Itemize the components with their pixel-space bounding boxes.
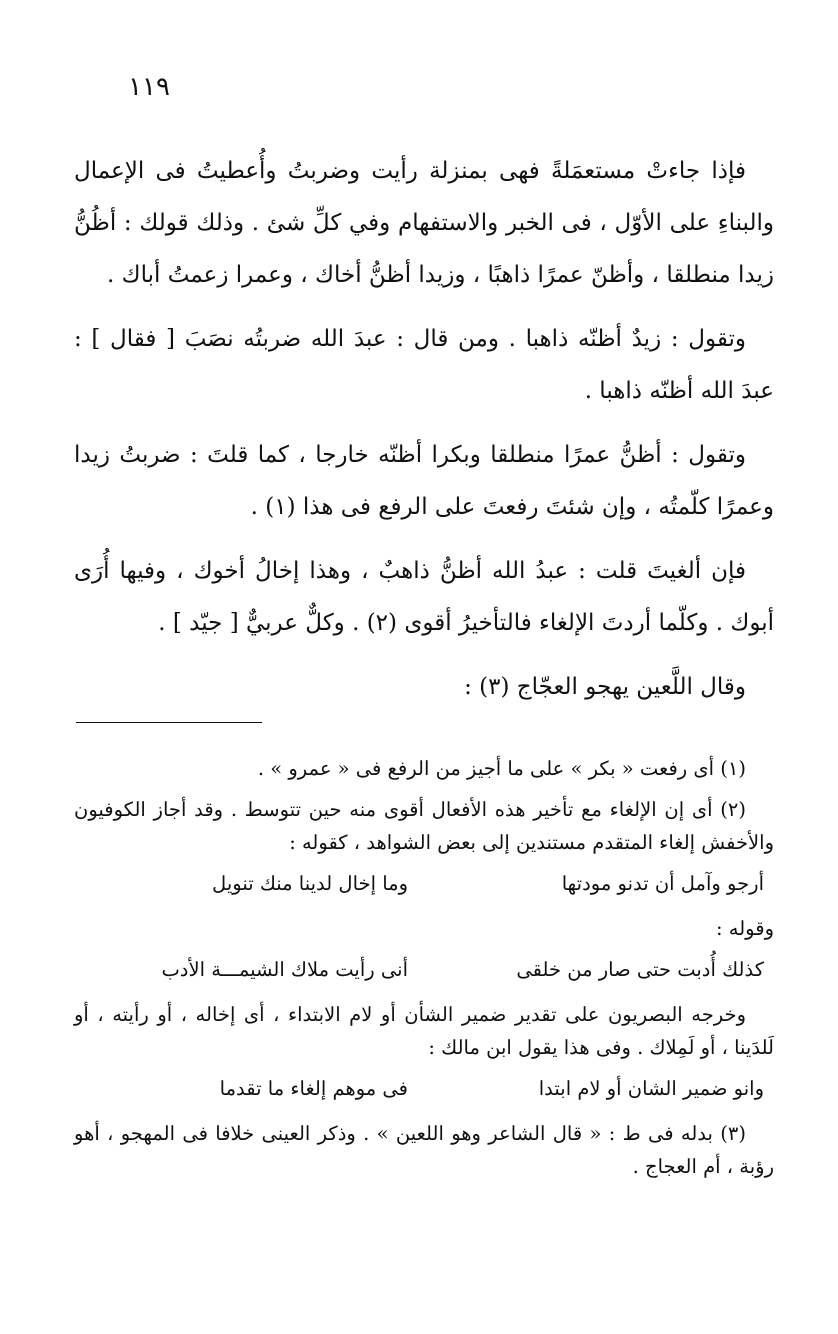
footnote-1: (١) أى رفعت « بكر » على ما أجيز من الرفع فى « عمرو » . bbox=[257, 757, 746, 780]
footnote-label-qawluh: وقوله : bbox=[716, 917, 774, 940]
verse-2-second-hemistich: أنى رأيت ملاك الشيمـــة الأدب bbox=[161, 958, 408, 981]
main-text-block bbox=[74, 145, 774, 725]
footnote-2: (٢) أى إن الإلغاء مع تأخير هذه الأفعال أقوى منه حين تتوسط . وقد أجاز الكوفيون والأخفش إلغاء المتقدم مستندين إلى بعض الشواهد ، كقوله : bbox=[74, 798, 774, 854]
footnotes-block bbox=[74, 752, 774, 1191]
footnote-basriyun-paragraph: وخرجه البصريون على تقدير ضمير الشأن أو لام الابتداء ، أى إخاله ، أو رأيته ، أو لَلدَينا ، أو لَمِلاك . وفى هذا يقول ابن مالك : bbox=[74, 1003, 774, 1059]
verse-1 bbox=[74, 867, 774, 900]
page-number: ١١٩ bbox=[128, 72, 170, 102]
footnote-separator-rule bbox=[76, 722, 262, 723]
verse-2-first-hemistich: كذلك أُدبت حتى صار من خلقى bbox=[516, 958, 764, 981]
footnote-3: (٣) بدله فى ط : « قال الشاعر وهو اللعين » . وذكر العينى خلافا فى المهجو ، أهو رؤبة ، أم العجاج . bbox=[74, 1122, 774, 1178]
main-paragraph-4: فإن ألغيتَ قلت : عبدُ الله أظنُّ ذاهبٌ ، وهذا إخالُ أخوك ، وفيها أُرَى أبوك . وكلّما أردتَ الإلغاء فالتأخيرُ أقوى (٢) . وكلٌّ عربيٌّ [ جيّد ] . bbox=[74, 558, 774, 636]
main-paragraph-3: وتقول : أظنُّ عمرًا منطلقا وبكرا أظنّه خارجا ، كما قلتَ : ضربتُ زيدا وعمرًا كلّمتُه ، وإن شئتَ رفعتَ على الرفع فى هذا (١) . bbox=[74, 442, 774, 520]
verse-3-second-hemistich: فى موهم إلغاء ما تقدما bbox=[219, 1077, 408, 1100]
verse-1-second-hemistich: وما إخال لدينا منك تنويل bbox=[212, 872, 408, 895]
main-paragraph-1: فإذا جاءتْ مستعمَلةً فهى بمنزلة رأيت وضربتُ وأُعطيتُ فى الإعمال والبناءِ على الأوّل ، فى الخبر والاستفهام وفي كلِّ شئ . وذلك قولك : أظُنُّ زيدا منطلقا ، وأظنّ عمرًا ذاهبًا ، وزيدا أظنُّ أخاك ، وعمرا زعمتُ أباك . bbox=[74, 158, 774, 288]
main-paragraph-5: وقال اللَّعين يهجو العجّاج (٣) : bbox=[464, 674, 746, 700]
verse-3 bbox=[74, 1072, 774, 1105]
verse-3-first-hemistich: وانو ضمير الشان أو لام ابتدا bbox=[538, 1077, 764, 1100]
main-paragraph-2: وتقول : زيدٌ أظنّه ذاهبا . ومن قال : عبدَ الله ضربتُه نصَبَ [ فقال ] : عبدَ الله أظنّه ذاهبا . bbox=[74, 326, 774, 404]
verse-1-first-hemistich: أرجو وآمل أن تدنو مودتها bbox=[561, 872, 764, 895]
verse-2 bbox=[74, 953, 774, 986]
